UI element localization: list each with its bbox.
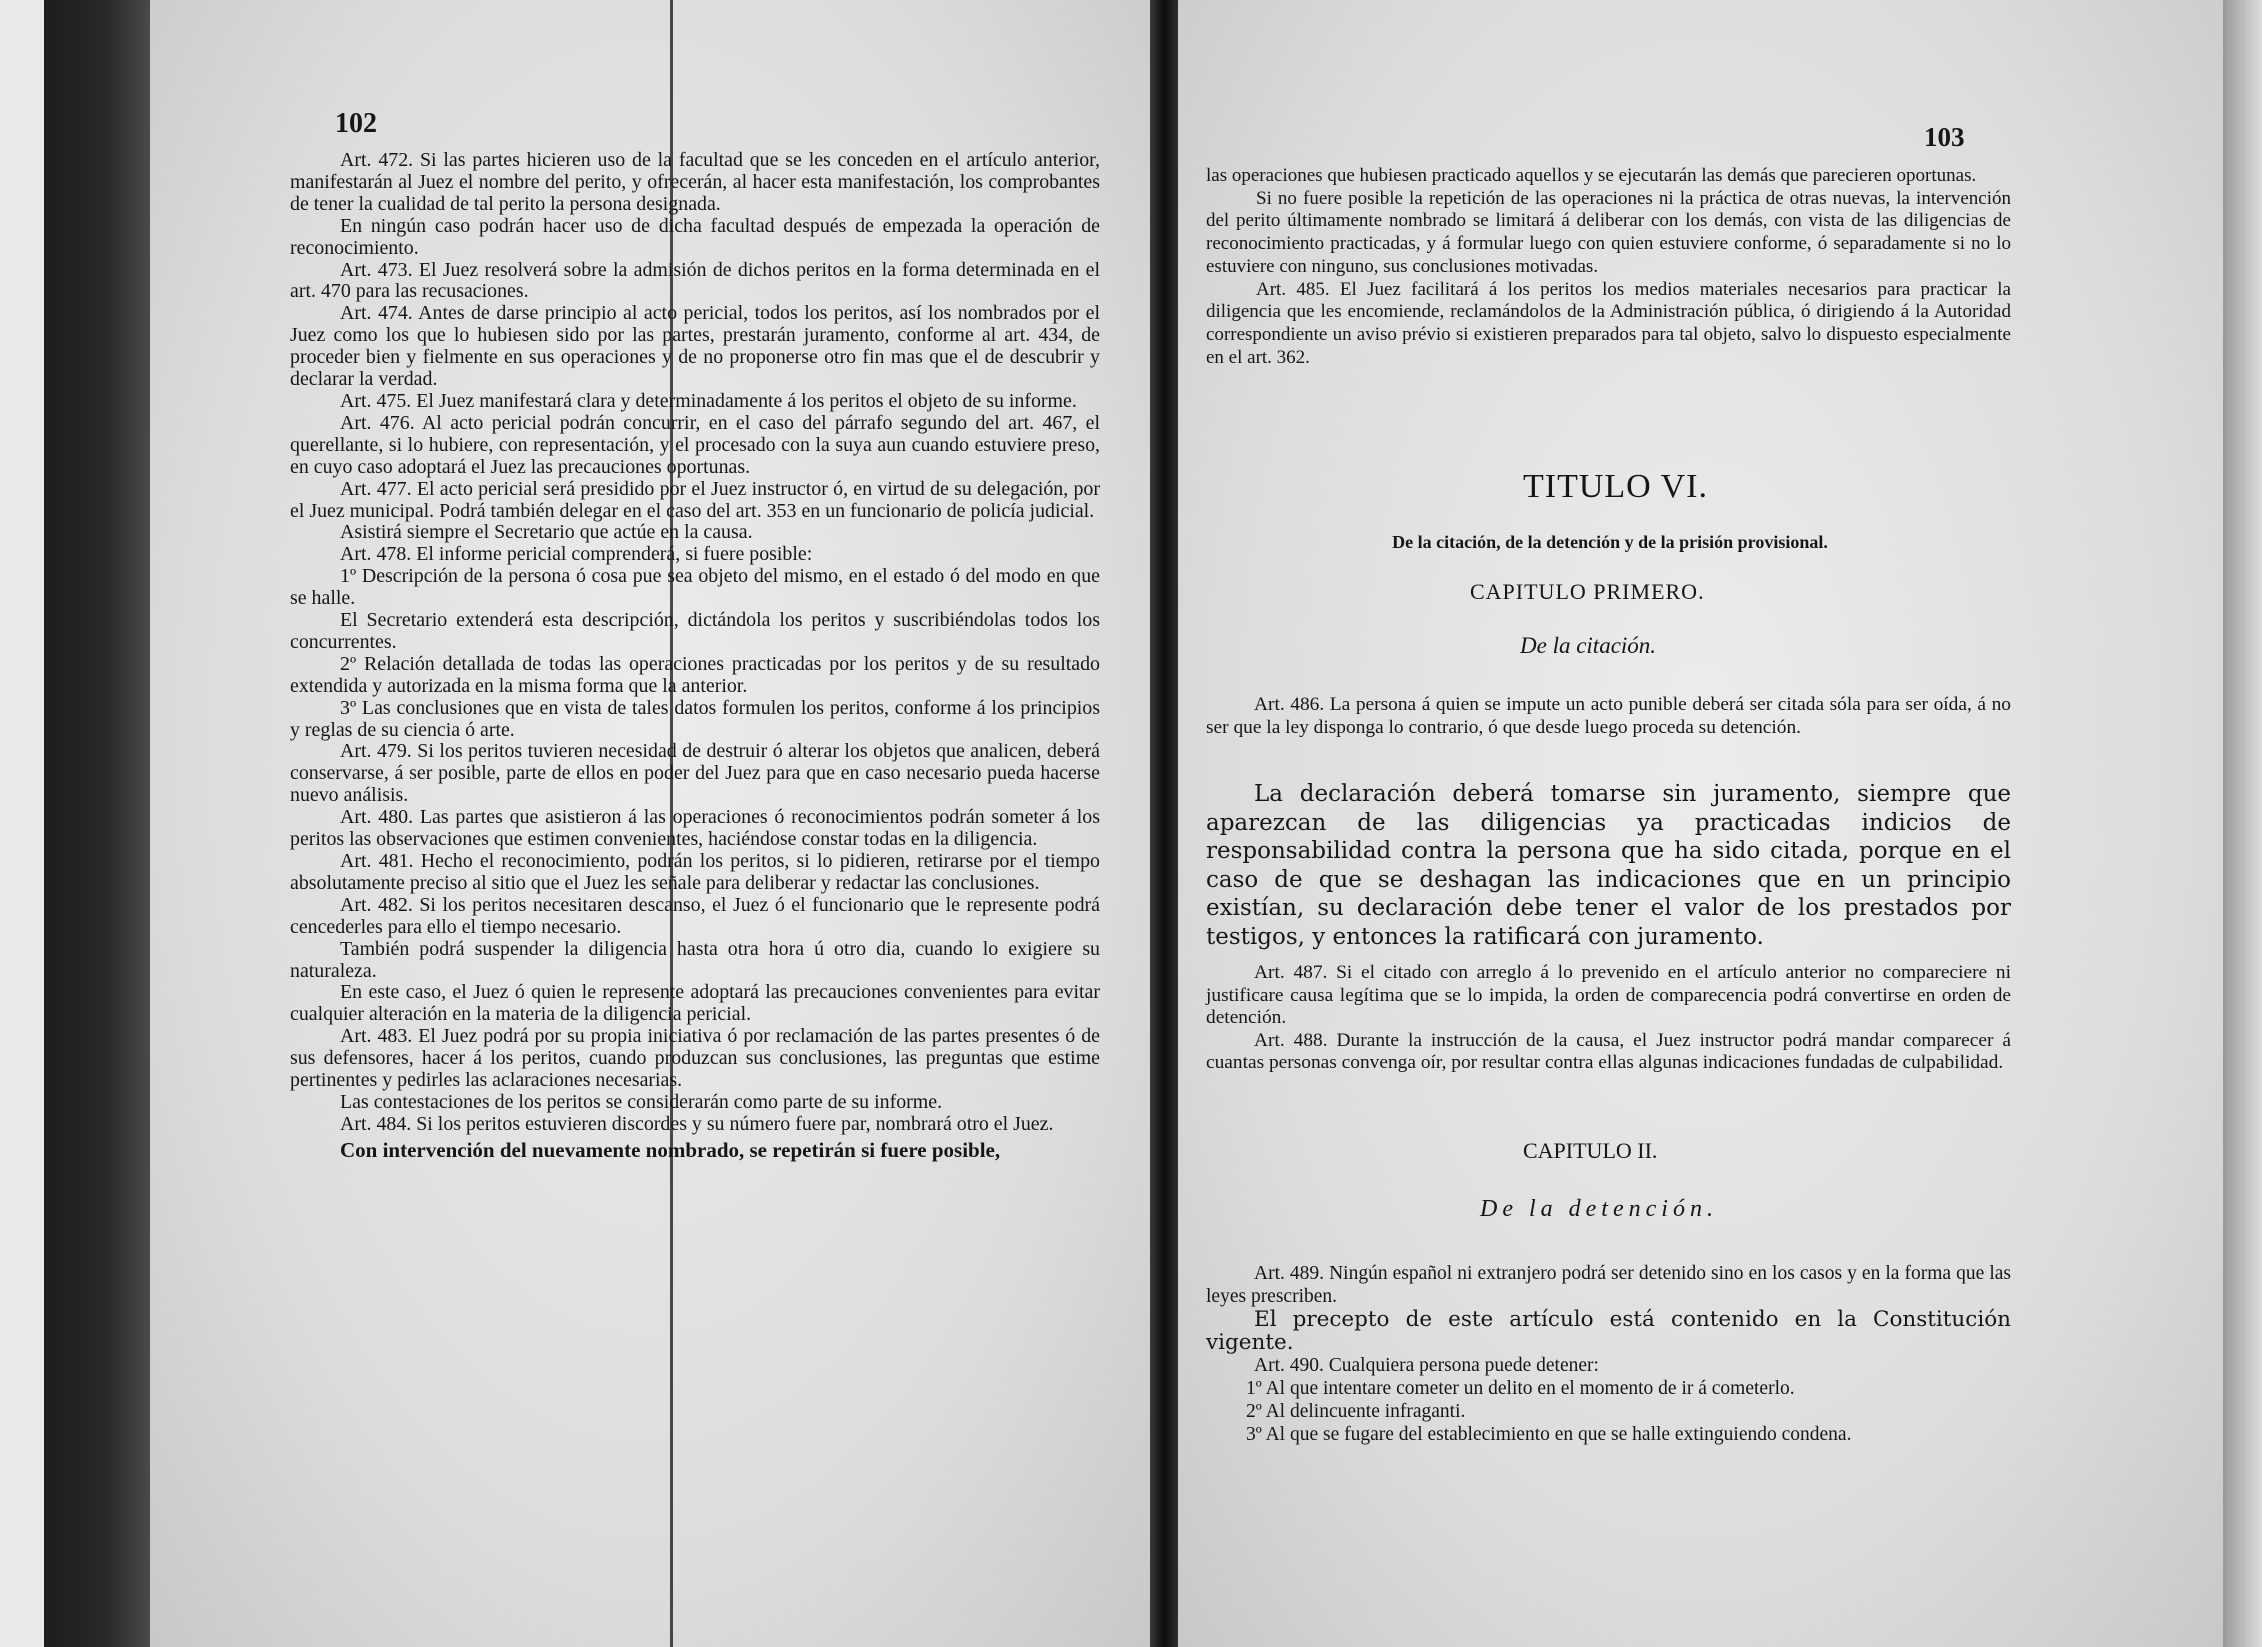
paragraph: las operaciones que hubiesen practicado aquellos y se ejecutarán las demás que parecieren oportunas. [1206,165,1977,186]
declaration-note [1206,780,2011,952]
paragraph: Art. 479. Si los peritos tuvieren necesidad de destruir ó alterar los objetos que analicen, deberá conservarse, á ser posible, parte de ellos en poder del Juez para que en caso necesario pueda hacerse nuevo análisis. [290,740,1100,807]
book-left-edge [44,0,150,1647]
paragraph: El precepto de este artículo está contenido en la Constitución vigente. [1206,1307,2011,1355]
titulo-subtitle: De la citación, de la detención y de la prisión provisional. [1392,532,1828,552]
left-page-number: 102 [335,108,377,139]
paragraph: Art. 477. El acto pericial será presidido por el Juez instructor ó, en virtud de su delegación, por el Juez municipal. Podrá también delegar en el caso del art. 353 en un funcionario de policía judicial. [290,477,1100,522]
paragraph: Art. 485. El Juez facilitará á los peritos los medios materiales necesarios para practicar la diligencia que les encomiende, reclamándolos de la Administración pública, ó dirigiendo á la Autoridad correspondiente un aviso prévio si existieren preparados para tal objeto, salvo lo dispuesto especialmente en el art. 362. [1206,278,2011,368]
capitulo-2-heading: CAPITULO II. [1523,1138,1658,1163]
paragraph: 1º Descripción de la persona ó cosa pue sea objeto del mismo, en el estado ó del modo en que se halle. [290,565,1100,610]
paragraph: Art. 475. El Juez manifestará clara y determinadamente á los peritos el objeto de su informe. [340,389,1077,412]
paragraph: Art. 490. Cualquiera persona puede detener: [1254,1355,1599,1376]
paragraph: Art. 472. Si las partes hicieren uso de la facultad que se les conceden en el artículo anterior, manifestarán al Juez el nombre del perito, y ofrecerán, al hacer esta manifestación, los comprobantes de tener la cualidad de tal perito la persona designada. [290,149,1100,215]
paragraph: Las contestaciones de los peritos se considerarán como parte de su informe. [340,1090,943,1113]
paragraph: Asistirá siempre el Secretario que actúe en la causa. [340,521,753,544]
paragraph: Art. 484. Si los peritos estuvieren discordes y su número fuere par, nombrará otro el Juez. [340,1112,1054,1135]
paragraph: Art. 480. Las partes que asistieron á las operaciones ó reconocimientos podrán someter á los peritos las observaciones que estimen convenientes, haciéndose constar todas en la diligencia. [290,806,1100,851]
book-right-edge [2223,0,2262,1647]
paragraph: Art. 481. Hecho el reconocimiento, podrán los peritos, si lo pidieren, retirarse por el tiempo absolutamente preciso al sitio que el Juez les señale para deliberar y redactar las conclusiones. [290,850,1100,894]
list-item: 3º Al que se fugare del establecimiento en que se halle extinguiendo condena. [1246,1424,1852,1445]
paragraph: Art. 478. El informe pericial comprenderá, si fuere posible: [340,543,813,566]
paragraph: Art. 473. El Juez resolverá sobre la admisión de dichos peritos en la forma determinada en el art. 470 para las recusaciones. [290,258,1100,303]
paragraph: El Secretario extenderá esta descripción, dictándola los peritos y suscribiéndolas todos los concurrentes. [290,609,1100,653]
book-gutter [1150,0,1178,1647]
articles-487-488 [1206,962,2011,1075]
list-item: 2º Al delincuente infraganti. [1246,1401,1466,1422]
paragraph: Art. 483. El Juez podrá por su propia iniciativa ó por reclamación de las partes presentes ó de sus defensores, hacer á los peritos, cuando produzcan sus conclusiones, las preguntas que estime pertinentes y pedirles las aclaraciones necesarias. [290,1025,1100,1092]
paragraph: Art. 476. Al acto pericial podrán concurrir, en el caso del párrafo segundo del art. 467, el querellante, si lo hubiere, con representación, y el procesado con la suya aun cuando estuviere preso, en cuyo caso adoptará el Juez las precauciones oportunas. [290,411,1100,478]
paragraph: Art. 489. Ningún español ni extranjero podrá ser detenido sino en los casos y en la forma que las leyes prescriben. [1206,1263,2011,1307]
paragraph: Art. 474. Antes de darse principio al acto pericial, todos los peritos, así los nombrados por el Juez como los que lo hubiesen sido por las partes, prestarán juramento, conforme al art. 434, de proceder bien y fielmente en sus operaciones y de no proponerse otro fin mas que el de descubrir y declarar la verdad. [290,302,1100,391]
capitulo-1-subtitle: De la citación. [1520,633,1657,658]
paragraph: En este caso, el Juez ó quien le represente adoptará las precauciones convenientes para evitar cualquier alteración en la materia de la diligencia pericial. [290,981,1100,1026]
titulo-heading: TITULO VI. [1523,468,1708,505]
articles-489-490 [1206,1262,2011,1446]
paragraph: Art. 482. Si los peritos necesitaren descanso, el Juez ó el funcionario que le represente podrá cencederles para ello el tiempo necesario. [290,893,1100,938]
paragraph: La declaración deberá tomarse sin juramento, siempre que aparezcan de las diligencias ya practicadas indicios de responsabilidad contra la persona que ha sido citada, porque en el caso de que se deshagan las indicaciones que en un principio existían, su declaración debe tener el valor de los prestados por testigos, y entonces la ratificará con juramento. [1206,781,2011,950]
capitulo-1-heading: CAPITULO PRIMERO. [1470,579,1705,604]
paragraph: Si no fuere posible la repetición de las operaciones ni la práctica de otras nuevas, la intervención del perito últimamente nombrado se limitará á deliberar con los demás, con vista de las diligencias de reconocimiento practicadas, y á formular luego con quien estuviere conforme, ó separadamente si no lo estuviere con ninguno, sus conclusiones motivadas. [1206,187,2011,277]
right-page-number: 103 [1924,122,1965,152]
paragraph: Art. 488. Durante la instrucción de la causa, el Juez instructor podrá mandar comparecer á cuantas personas convenga oír, por resultar contra ellas algunas indicaciones fundadas de culpabilidad. [1206,1029,2011,1073]
list-item: 1º Al que intentare cometer un delito en el momento de ir á cometerlo. [1246,1378,1795,1399]
article-486 [1206,694,2011,739]
paragraph: 2º Relación detallada de todas las operaciones practicadas por los peritos y de su resultado extendida y autorizada en la misma forma que la anterior. [290,652,1100,697]
paragraph: 3º Las conclusiones que en vista de tales datos formulen los peritos, conforme á los principios y reglas de su ciencia ó arte. [290,696,1100,741]
paragraph: También podrá suspender la diligencia hasta otra hora ú otro dia, cuando lo exigiere su naturaleza. [290,937,1100,982]
paragraph: Con intervención del nuevamente nombrado, se repetirán si fuere posible, [340,1137,1001,1162]
paragraph: Art. 486. La persona á quien se impute un acto punible deberá ser citada sóla para ser oída, á no ser que la ley disponga lo contrario, ó que desde luego proceda su detención. [1206,694,2011,738]
paragraph: En ningún caso podrán hacer uso de dicha facultad después de empezada la operación de reconocimiento. [290,214,1100,259]
paragraph: Art. 487. Si el citado con arreglo á lo prevenido en el artículo anterior no compareciere ni justificare causa legítima que se lo impida, la orden de comparecencia podrá convertirse en orden de detención. [1206,962,2011,1028]
left-page-body [290,150,1100,1162]
right-page-intro [1206,165,2011,369]
capitulo-2-subtitle: De la detención. [1480,1196,1718,1222]
